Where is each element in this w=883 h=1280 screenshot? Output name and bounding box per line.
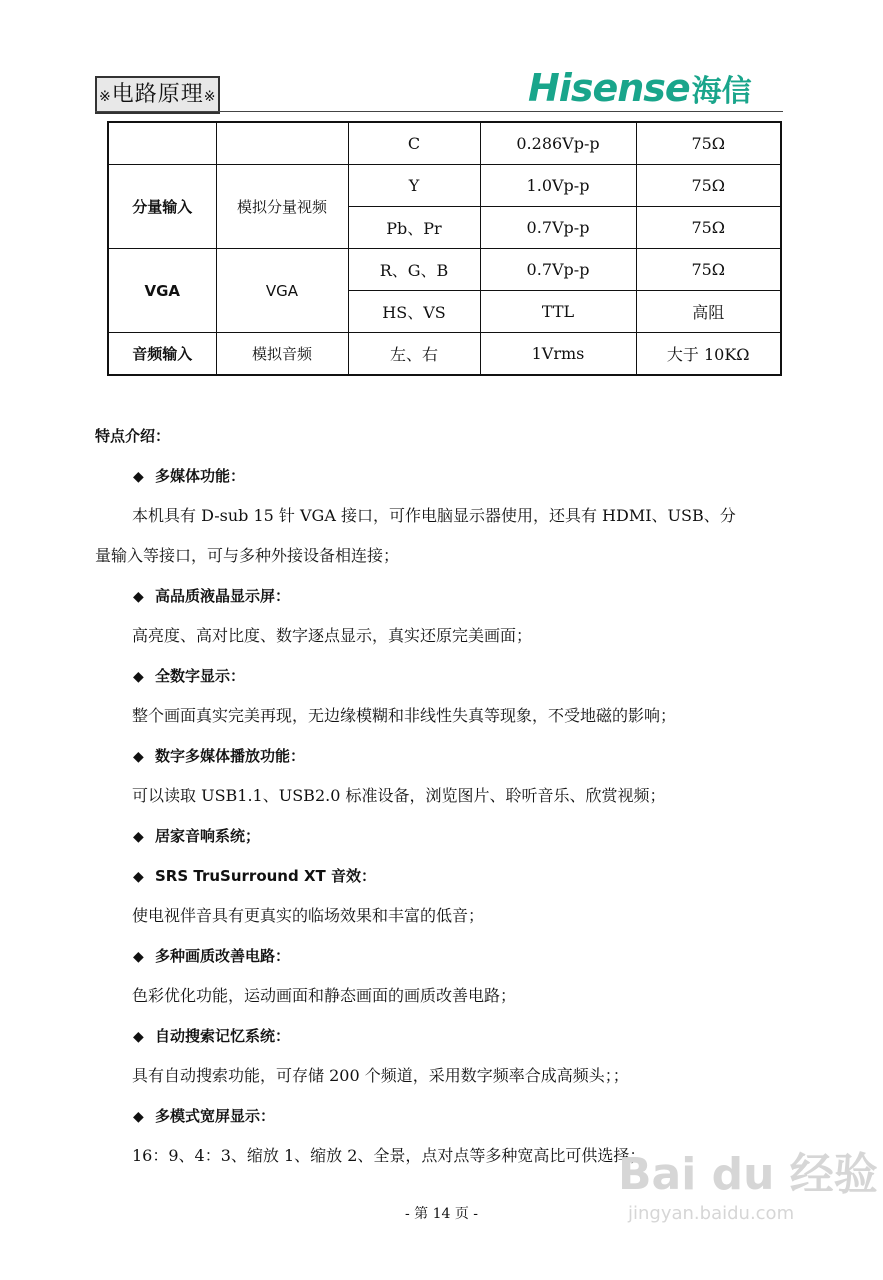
feature-title: [95, 576, 785, 616]
table-cell-category: VGA: [216, 249, 348, 333]
feature-text: 量输入等接口，可与多种外接设备相连接；: [95, 546, 400, 565]
feature-title: [95, 936, 785, 976]
feature-title: [95, 1016, 785, 1056]
feature-text: 具有自动搜索功能，可存储 200 个频道，采用数字频率合成高频头；；: [132, 1066, 629, 1085]
feature-title-text: 多种画质改善电路：: [155, 947, 291, 965]
feature-title-text: 自动搜索记忆系统：: [155, 1027, 291, 1045]
feature-text: 16：9、4：3、缩放 1、缩放 2、全景，点对点等多种宽高比可供选择；: [132, 1146, 646, 1165]
table-cell-category: [216, 122, 348, 165]
baidu-jingyan-watermark: [618, 1149, 878, 1245]
feature-title-text: 多模式宽屏显示：: [155, 1107, 276, 1125]
reference-mark-left: ※: [99, 89, 112, 105]
feature-title: [95, 456, 785, 496]
table-row: [108, 249, 781, 291]
table-cell-category: 模拟分量视频: [216, 165, 348, 249]
feature-title: [95, 816, 785, 856]
hisense-logo-cn: 海信: [691, 74, 752, 109]
table-cell-impedance: 75Ω: [636, 165, 781, 207]
diamond-bullet-icon: ◆: [133, 869, 144, 885]
table-cell-category: 模拟音频: [216, 333, 348, 376]
feature-title: [95, 856, 785, 896]
feature-text: 本机具有 D-sub 15 针 VGA 接口，可作电脑显示器使用，还具有 HDMI、USB、分: [132, 506, 736, 525]
table-cell-impedance: 75Ω: [636, 122, 781, 165]
diamond-bullet-icon: ◆: [133, 589, 144, 605]
table-cell-signal: Pb、Pr: [348, 207, 480, 249]
table-cell-level: 1Vrms: [480, 333, 636, 376]
diamond-bullet-icon: ◆: [133, 1029, 144, 1045]
table-cell-level: 0.286Vp-p: [480, 122, 636, 165]
table-cell-level: 0.7Vp-p: [480, 249, 636, 291]
section-title: [95, 76, 220, 114]
table-row: [108, 165, 781, 207]
table-cell-group: VGA: [108, 249, 216, 333]
table-cell-impedance: 大于 10KΩ: [636, 333, 781, 376]
table-cell-impedance: 75Ω: [636, 249, 781, 291]
features-section: [95, 416, 785, 1176]
features-heading: 特点介绍：: [95, 427, 171, 445]
table-cell-signal: R、G、B: [348, 249, 480, 291]
hisense-logo-text: Hisense: [528, 66, 690, 110]
feature-title-text: 多媒体功能：: [155, 467, 246, 485]
feature-title-text: 高品质液晶显示屏：: [155, 587, 291, 605]
table-cell-level: 1.0Vp-p: [480, 165, 636, 207]
feature-text: 使电视伴音具有更真实的临场效果和丰富的低音；: [132, 906, 485, 925]
feature-text: 整个画面真实完美再现，无边缘模糊和非线性失真等现象，不受地磁的影响；: [132, 706, 677, 725]
feature-title: [95, 1096, 785, 1136]
feature-title-text: 居家音响系统；: [155, 827, 261, 845]
page-number: - 第 14 页 -: [404, 1206, 479, 1222]
table-cell-group: [108, 122, 216, 165]
section-title-text: 电路原理: [111, 82, 204, 107]
watermark-logo: Bai du 经验: [618, 1149, 878, 1200]
feature-text: 高亮度、高对比度、数字逐点显示，真实还原完美画面；: [132, 626, 533, 645]
hisense-logo: [528, 66, 752, 110]
diamond-bullet-icon: ◆: [133, 669, 144, 685]
diamond-bullet-icon: ◆: [133, 749, 144, 765]
table-cell-signal: HS、VS: [348, 291, 480, 333]
watermark-url: jingyan.baidu.com: [628, 1203, 795, 1224]
diamond-bullet-icon: ◆: [133, 949, 144, 965]
table-cell-level: TTL: [480, 291, 636, 333]
feature-title: [95, 736, 785, 776]
feature-text: 色彩优化功能，运动画面和静态画面的画质改善电路；: [132, 986, 517, 1005]
diamond-bullet-icon: ◆: [133, 829, 144, 845]
feature-title-text: SRS TruSurround XT 音效：: [155, 867, 376, 885]
table-cell-signal: C: [348, 122, 480, 165]
table-cell-impedance: 高阻: [636, 291, 781, 333]
table-cell-group: 分量输入: [108, 165, 216, 249]
table-cell-impedance: 75Ω: [636, 207, 781, 249]
table-cell-level: 0.7Vp-p: [480, 207, 636, 249]
reference-mark-right: ※: [203, 89, 217, 105]
table-row: [108, 333, 781, 376]
table-cell-signal: 左、右: [348, 333, 480, 376]
input-spec-table: [107, 121, 782, 376]
feature-title-text: 数字多媒体播放功能：: [155, 747, 306, 765]
header-divider: [95, 111, 783, 112]
diamond-bullet-icon: ◆: [133, 1109, 144, 1125]
table-cell-signal: Y: [348, 165, 480, 207]
table-row: [108, 122, 781, 165]
feature-title-text: 全数字显示：: [155, 667, 246, 685]
table-cell-group: 音频输入: [108, 333, 216, 376]
feature-title: [95, 656, 785, 696]
diamond-bullet-icon: ◆: [133, 469, 144, 485]
feature-text: 可以读取 USB1.1、USB2.0 标准设备，浏览图片、聆听音乐、欣赏视频；: [132, 786, 666, 805]
